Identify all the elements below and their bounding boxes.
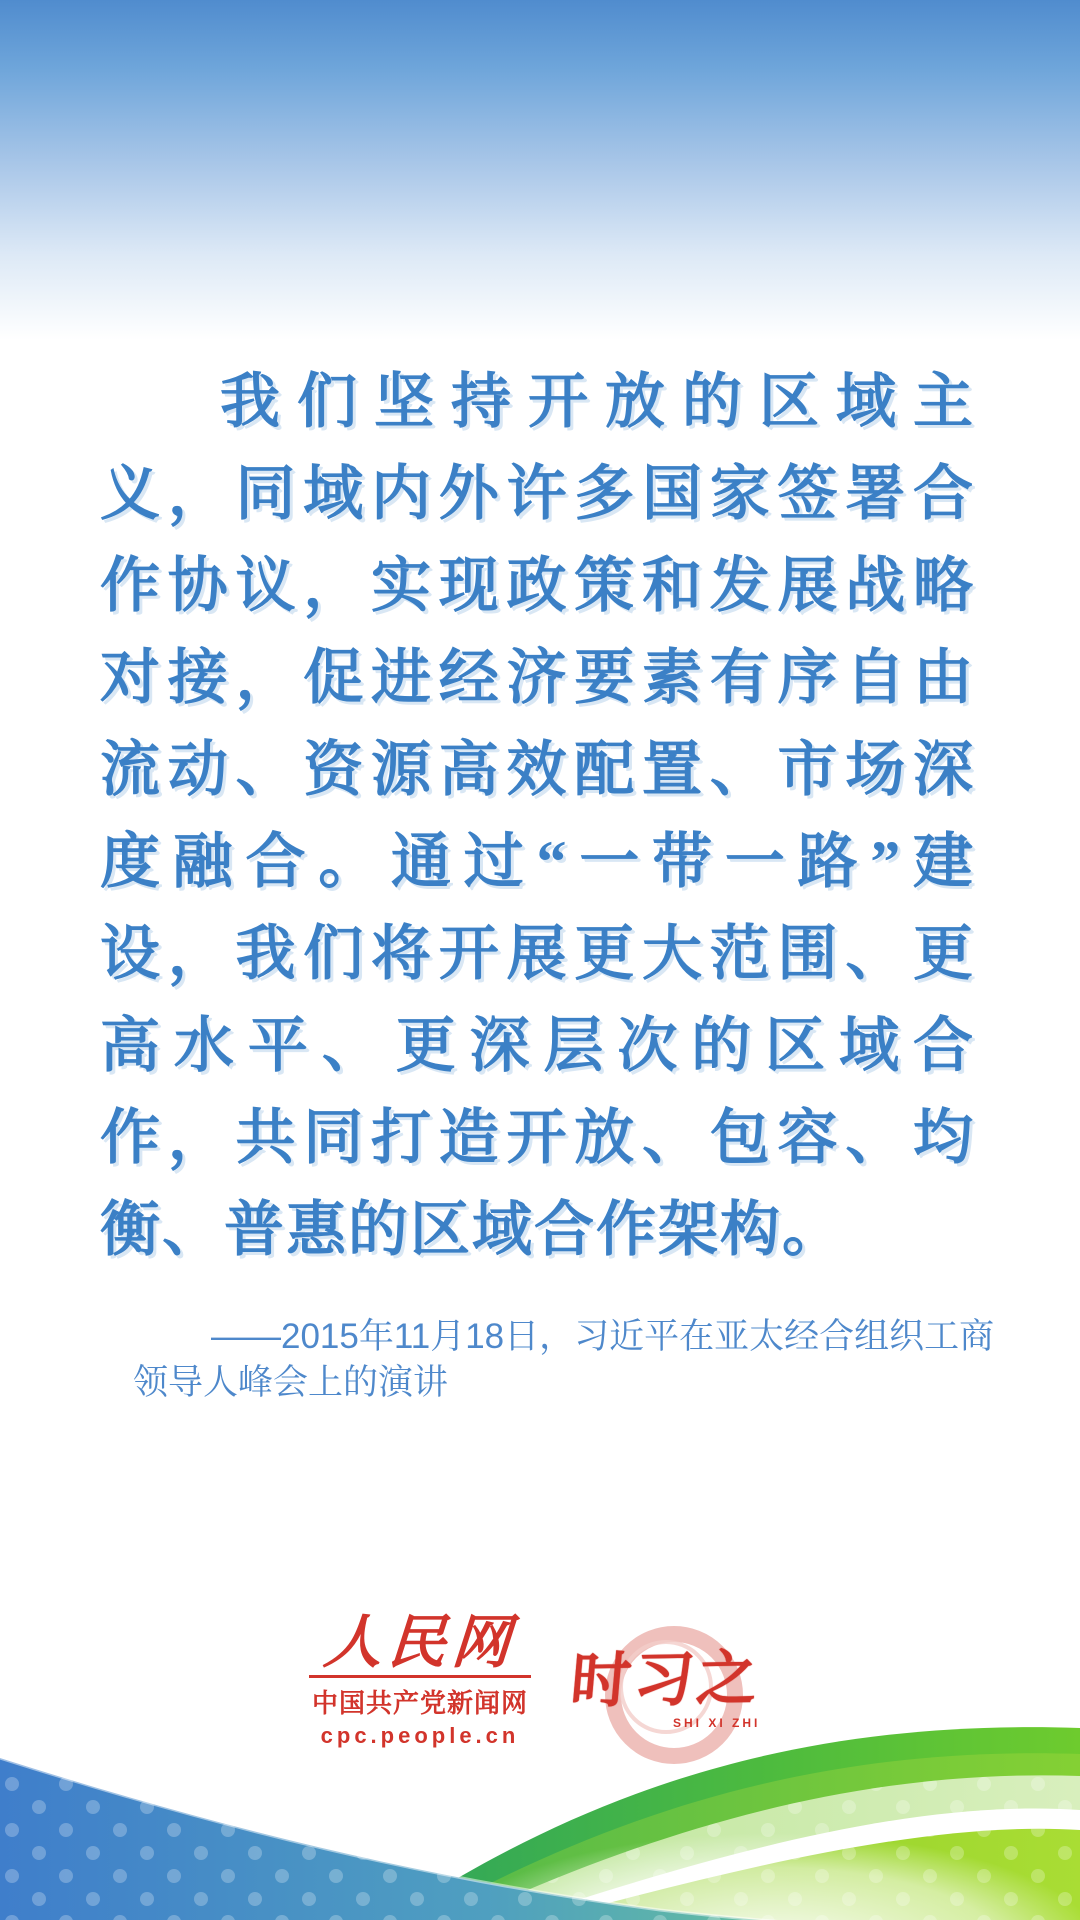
cpc-url-label: cpc.people.cn xyxy=(320,1723,520,1748)
attribution-line: ——2015年11月18日，习近平在亚太经合组织工商 xyxy=(211,1317,995,1356)
sky-gradient-banner xyxy=(0,0,1080,340)
quote-line: 对接，促进经济要素有序自由 xyxy=(100,645,980,711)
quote-block xyxy=(100,356,980,1276)
shixizhi-latin-label: SHI XI ZHI xyxy=(673,1716,761,1730)
bottom-wave-graphic xyxy=(0,1360,1080,1920)
people-daily-wordmark: 人民网 xyxy=(321,1610,519,1675)
quote-line: 作协议，实现政策和发展战略 xyxy=(100,553,980,619)
quote-line: 设，我们将开展更大范围、更 xyxy=(100,921,980,987)
quote-line: 衡、普惠的区域合作架构。 xyxy=(100,1197,844,1263)
quote-line: 高水平、更深层次的区域合 xyxy=(100,1013,980,1079)
quote-line: 我们坚持开放的区域主 xyxy=(220,369,980,435)
quote-line: 度融合。通过“一带一路”建 xyxy=(100,829,980,895)
attribution-line: 领导人峰会上的演讲 xyxy=(133,1363,449,1402)
cpc-news-label: 中国共产党新闻网 xyxy=(311,1688,528,1718)
quote-line: 流动、资源高效配置、市场深 xyxy=(100,737,980,803)
shixizhi-wordmark: 时习之 xyxy=(567,1644,764,1715)
quote-line: 作，共同打造开放、包容、均 xyxy=(100,1105,980,1171)
quote-line: 义，同域内外许多国家签署合 xyxy=(100,461,980,527)
